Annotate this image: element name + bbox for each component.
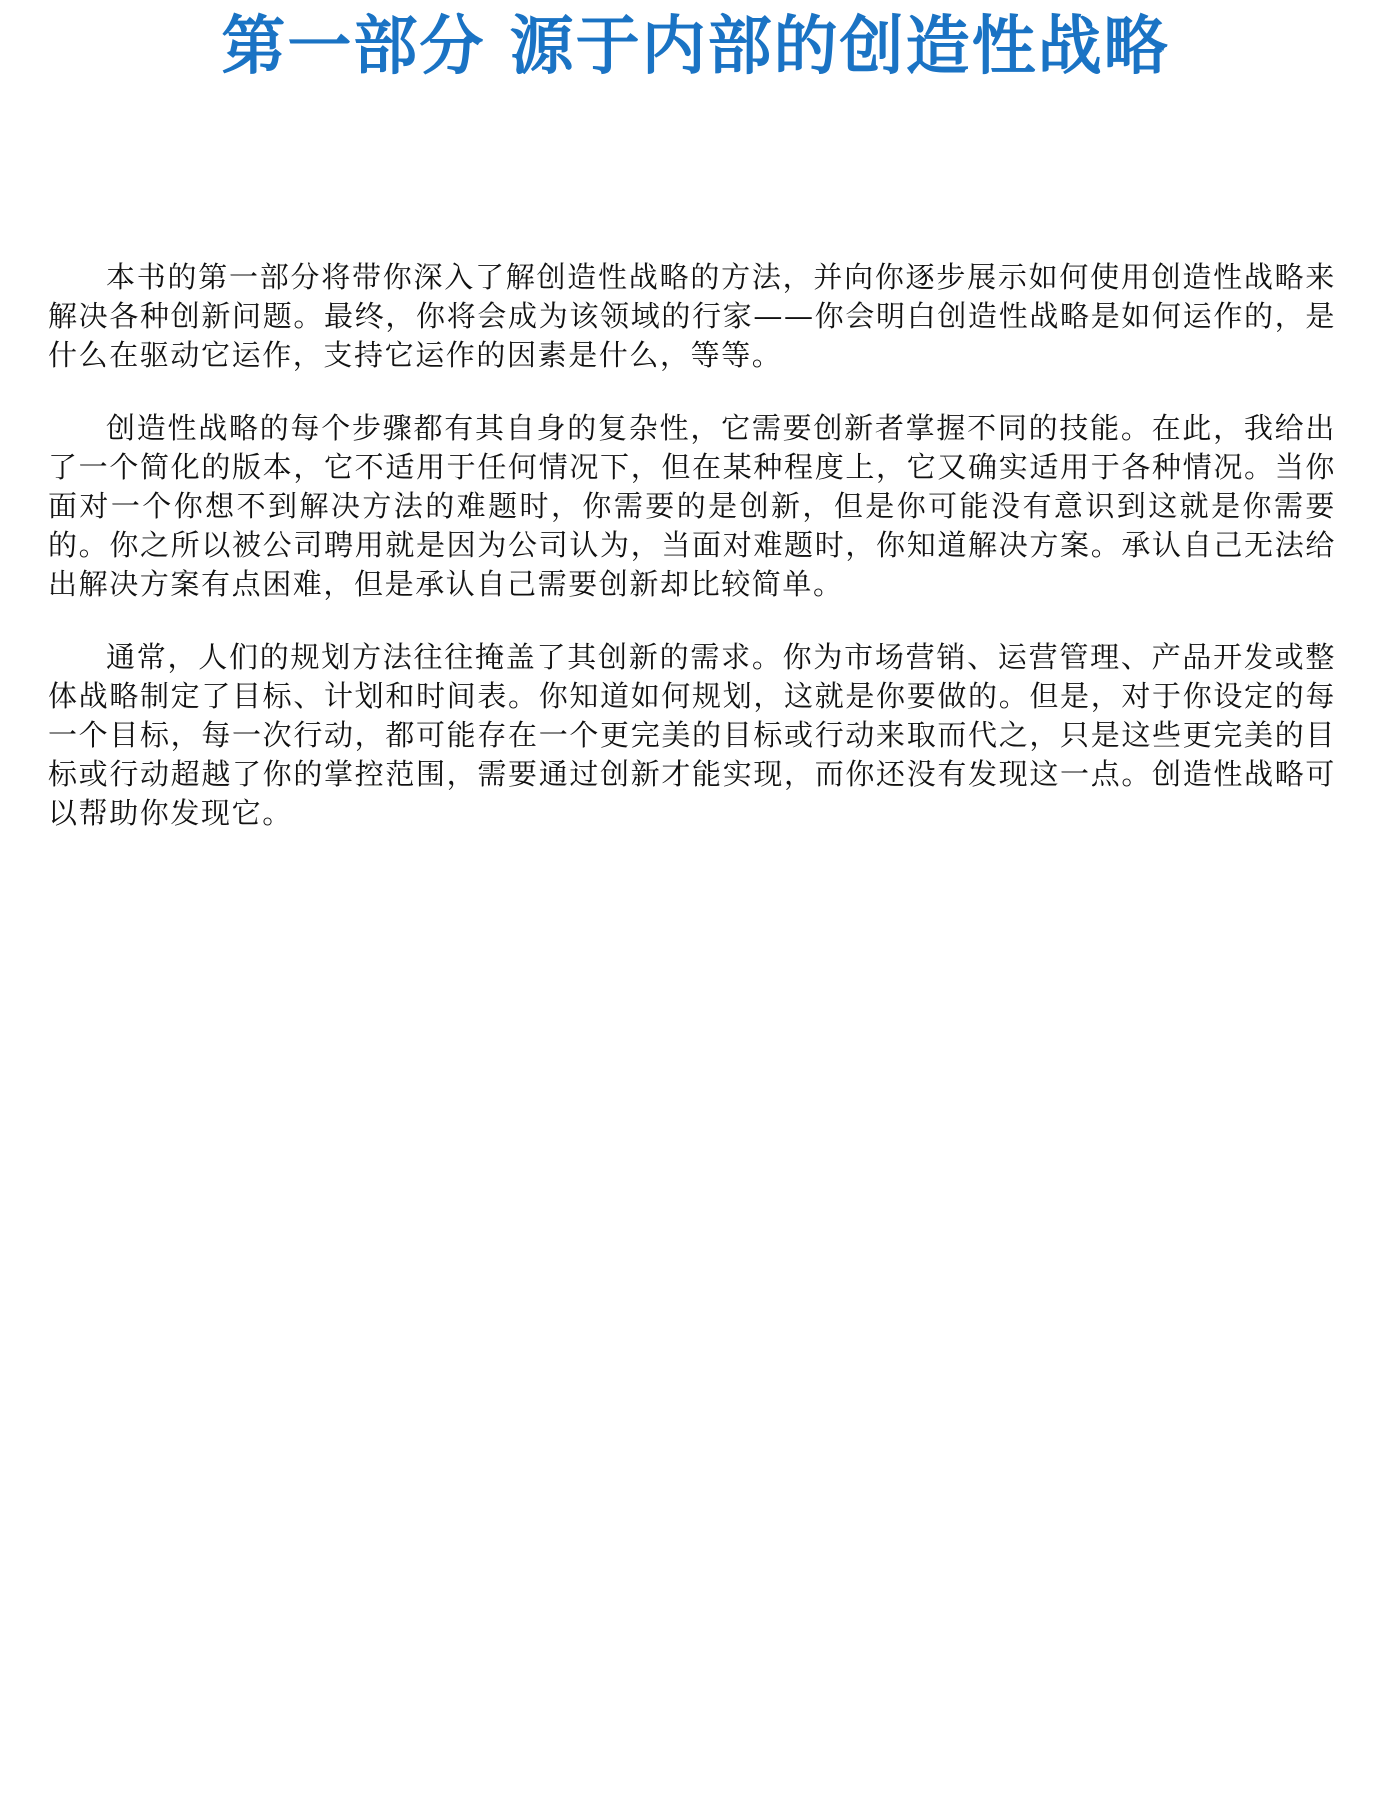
paragraph: 本书的第一部分将带你深入了解创造性战略的方法，并向你逐步展示如何使用创造性战略来解决各种创新问题。最终，你将会成为该领域的行家——你会明白创造性战略是如何运作的，是什么在驱动它运作，支持它运作的因素是什么，等等。: [48, 260, 1336, 372]
paragraph: 通常，人们的规划方法往往掩盖了其创新的需求。你为市场营销、运营管理、产品开发或整体战略制定了目标、计划和时间表。你知道如何规划，这就是你要做的。但是，对于你设定的每一个目标，每一次行动，都可能存在一个更完美的目标或行动来取而代之，只是这些更完美的目标或行动超越了你的掌控范围，需要通过创新才能实现，而你还没有发现这一点。创造性战略可以帮助你发现它。: [48, 640, 1336, 830]
paragraph: 创造性战略的每个步骤都有其自身的复杂性，它需要创新者掌握不同的技能。在此，我给出了一个简化的版本，它不适用于任何情况下，但在某种程度上，它又确实适用于各种情况。当你面对一个你想不到解决方法的难题时，你需要的是创新，但是你可能没有意识到这就是你需要的。你之所以被公司聘用就是因为公司认为，当面对难题时，你知道解决方案。承认自己无法给出解决方案有点困难，但是承认自己需要创新却比较简单。: [48, 411, 1336, 601]
body-text: [48, 258, 1336, 867]
page-title: 第一部分 源于内部的创造性战略: [221, 10, 1170, 84]
